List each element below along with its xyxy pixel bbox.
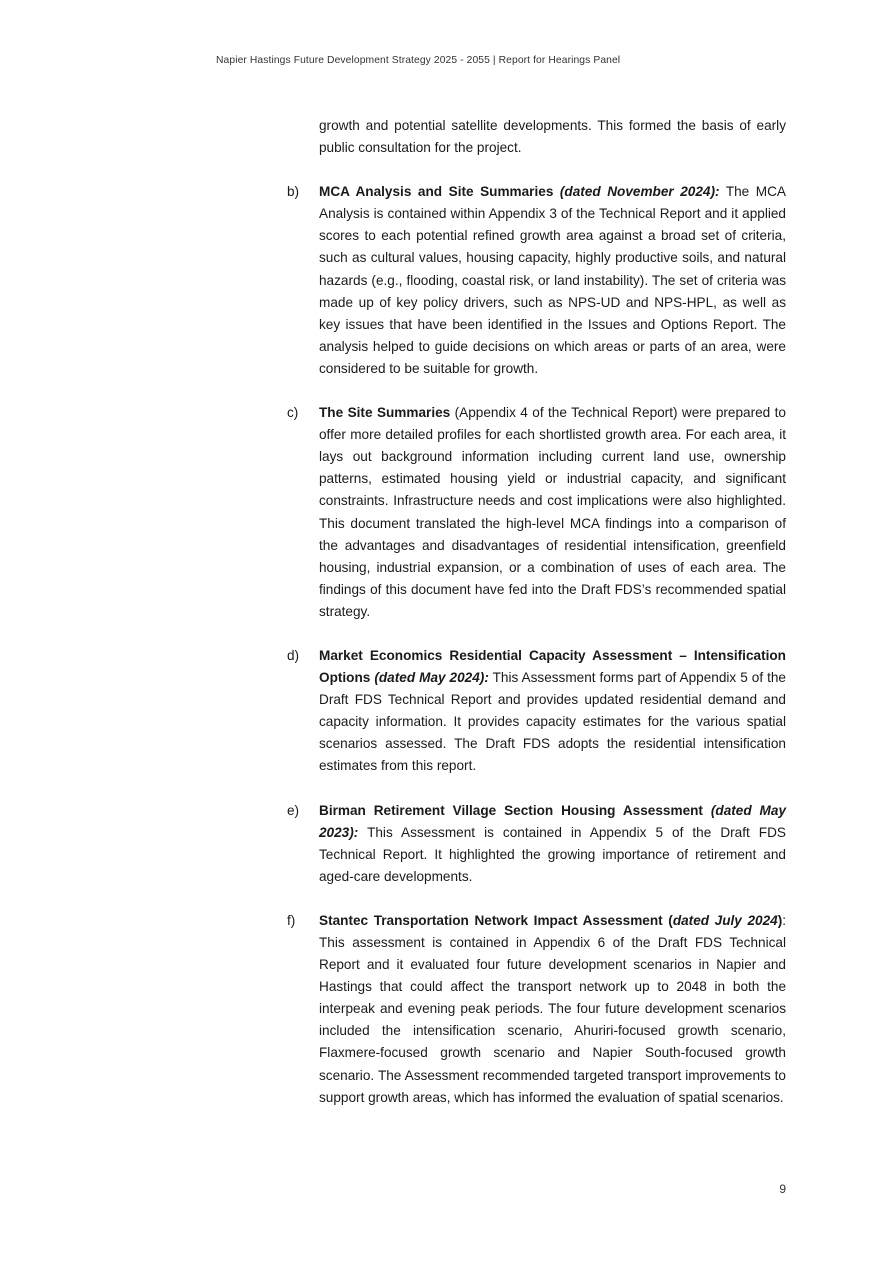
item-heading: Birman Retirement Village Section Housing Assessment xyxy=(319,802,711,818)
item-date: dated July 2024 xyxy=(672,912,778,928)
document-body xyxy=(285,115,786,1109)
list-item-b xyxy=(285,181,786,380)
item-text: : This assessment is contained in Appendix 6 of the Draft FDS Technical Report and it evaluated four future development scenarios in Napier and Hastings that could affect the transport network up to 2048 in both the interpeak and evening peak periods. The four future development scenarios included the intensification scenario, Ahuriri-focused growth scenario, Flaxmere-focused growth scenario and Napier South-focused growth scenario. The Assessment recommended targeted transport improvements to support growth areas, which has informed the evaluation of spatial scenarios. xyxy=(319,912,787,1105)
item-date: (dated November 2024): xyxy=(559,184,720,200)
list-marker: e) xyxy=(287,802,300,818)
item-text: The MCA Analysis is contained within Appendix 3 of the Technical Report and it applied scores to each potential refined growth area against a broad set of criteria, such as cultural values, housing capacity, highly productive soils, and natural hazards (e.g., flooding, coastal risk, or land instability). The set of criteria was made up of key policy drivers, such as NPS-UD and NPS-HPL, as well as key issues that have been identified in the Issues and Options Report. The analysis helped to guide decisions on which areas or parts of an area, were considered to be suitable for growth. xyxy=(319,184,786,376)
item-heading: The Site Summaries xyxy=(319,405,451,421)
list-marker: c) xyxy=(287,405,299,421)
list-item-f xyxy=(285,910,786,1109)
continuation-paragraph: growth and potential satellite developments. This formed the basis of early public consultation for the project. xyxy=(319,118,786,156)
item-heading: MCA Analysis and Site Summaries xyxy=(319,184,560,200)
item-date: (dated May 2024): xyxy=(374,670,489,686)
list-item-c xyxy=(285,402,786,623)
list-item-d xyxy=(285,645,786,778)
item-date: (dated May 2023): xyxy=(319,802,786,840)
item-paragraph xyxy=(319,645,786,778)
item-text: This Assessment forms part of Appendix 5 of the Draft FDS Technical Report and provides updated residential demand and capacity information. It provides capacity estimates for the various spatial scenarios assessed. The Draft FDS adopts the residential intensification estimates from this report. xyxy=(319,670,786,774)
item-heading-close: ) xyxy=(777,912,783,928)
item-paragraph xyxy=(319,910,786,1109)
item-heading: Stantec Transportation Network Impact Assessment ( xyxy=(319,912,673,928)
item-paragraph xyxy=(319,402,786,623)
page-header: Napier Hastings Future Development Strategy 2025 - 2055 | Report for Hearings Panel xyxy=(216,55,621,66)
item-text: This Assessment is contained in Appendix 5 of the Draft FDS Technical Report. It highlighted the growing importance of retirement and aged-care developments. xyxy=(319,824,786,884)
item-heading: Market Economics Residential Capacity Assessment – Intensification Options xyxy=(319,647,786,686)
item-paragraph xyxy=(319,800,786,888)
page-number: 9 xyxy=(779,1182,786,1196)
item-paragraph xyxy=(319,181,786,380)
list-marker: f) xyxy=(287,912,296,928)
list-marker: d) xyxy=(287,647,300,663)
item-text: (Appendix 4 of the Technical Report) were prepared to offer more detailed profiles for each shortlisted growth area. For each area, it lays out background information including current land use, ownership patterns, estimated housing yield or industrial capacity, and significant constraints. Infrastructure needs and cost implications were also highlighted. This document translated the high-level MCA findings into a comparison of the advantages and disadvantages of residential intensification, greenfield housing, industrial expansion, or a combination of uses of each area. The findings of this document have fed into the Draft FDS’s recommended spatial strategy. xyxy=(319,405,786,619)
list-item-e xyxy=(285,800,786,888)
list-marker: b) xyxy=(287,184,300,200)
